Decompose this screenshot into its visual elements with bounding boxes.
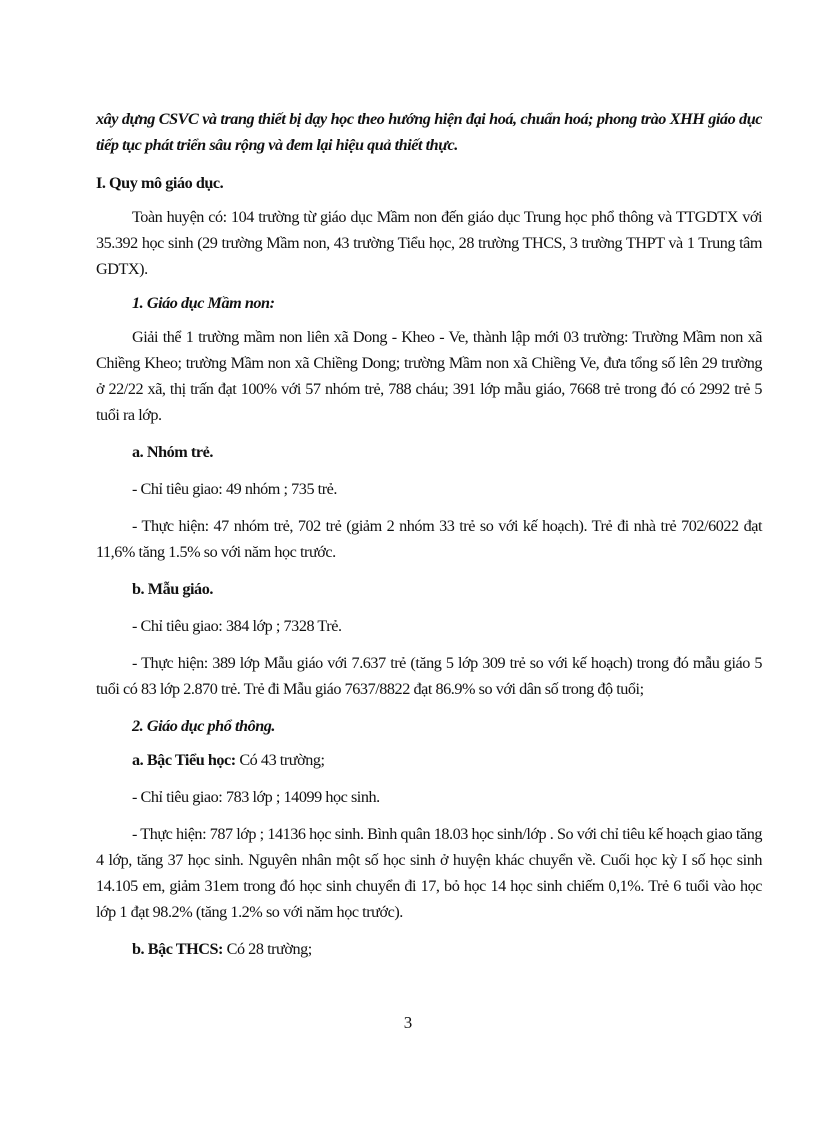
primary-actual: - Thực hiện: 787 lớp ; 14136 học sinh. Bình quân 18.03 học sinh/lớp . So với chỉ tiêu kế hoạch giao tăng 4 lớp, tăng 37 học sinh. Nguyên nhân một số học sinh ở huyện khác chuyển về. Cuối học kỳ I số học sinh 14.105 em, giảm 31em trong đó học sinh chuyển đi 17, bỏ học 14 học sinh chiếm 0,1%. Trẻ 6 tuổi vào học lớp 1 đạt 98.2% (tăng 1.2% so với năm học trước). xyxy=(96,825,762,921)
scale-paragraph: Toàn huyện có: 104 trường từ giáo dục Mầm non đến giáo dục Trung học phổ thông và TTGDTX với 35.392 học sinh (29 trường Mầm non, 43 trường Tiểu học, 28 trường THCS, 3 trường THPT và 1 Trung tâm GDTX). xyxy=(96,208,762,278)
primary-heading: a. Bậc Tiểu học: xyxy=(132,751,236,769)
kindergarten-target: - Chỉ tiêu giao: 384 lớp ; 7328 Trẻ. xyxy=(132,617,342,635)
preschool-heading: 1. Giáo dục Mầm non: xyxy=(132,294,275,312)
general-education-heading: 2. Giáo dục phổ thông. xyxy=(132,717,276,735)
primary-line xyxy=(96,747,762,773)
section-heading-scale: I. Quy mô giáo dục. xyxy=(96,174,224,192)
primary-target: - Chỉ tiêu giao: 783 lớp ; 14099 học sinh. xyxy=(132,788,380,806)
nursery-heading: a. Nhóm trẻ. xyxy=(132,443,213,461)
nursery-actual: - Thực hiện: 47 nhóm trẻ, 702 trẻ (giảm 2 nhóm 33 trẻ so với kế hoạch). Trẻ đi nhà trẻ 702/6022 đạt 11,6% tăng 1.5% so với năm học trước. xyxy=(96,517,762,561)
kindergarten-actual: - Thực hiện: 389 lớp Mẫu giáo với 7.637 trẻ (tăng 5 lớp 309 trẻ so với kế hoạch) trong đó mẫu giáo 5 tuổi có 83 lớp 2.870 trẻ. Trẻ đi Mẫu giáo 7637/8822 đạt 86.9% so với dân số trong độ tuổi; xyxy=(96,654,762,698)
secondary-count: Có 28 trường; xyxy=(223,940,312,958)
kindergarten-heading: b. Mẫu giáo. xyxy=(132,580,213,598)
nursery-target: - Chỉ tiêu giao: 49 nhóm ; 735 trẻ. xyxy=(132,480,338,498)
secondary-line xyxy=(96,936,762,962)
intro-paragraph: xây dựng CSVC và trang thiết bị dạy học theo hướng hiện đại hoá, chuẩn hoá; phong trào XHH giáo dục tiếp tục phát triển sâu rộng và đem lại hiệu quả thiết thực. xyxy=(96,110,762,154)
primary-count: Có 43 trường; xyxy=(235,751,325,769)
document-body xyxy=(96,106,762,962)
secondary-heading: b. Bậc THCS: xyxy=(132,940,223,958)
preschool-paragraph: Giải thể 1 trường mầm non liên xã Dong - Kheo - Ve, thành lập mới 03 trường: Trường Mầm non xã Chiềng Kheo; trường Mầm non xã Chiềng Dong; trường Mầm non xã Chiềng Ve, đưa tổng số lên 29 trường ở 22/22 xã, thị trấn đạt 100% với 57 nhóm trẻ, 788 cháu; 391 lớp mẫu giáo, 7668 trẻ trong đó có 2992 trẻ 5 tuổi ra lớp. xyxy=(96,328,762,424)
page-number: 3 xyxy=(403,1013,413,1032)
